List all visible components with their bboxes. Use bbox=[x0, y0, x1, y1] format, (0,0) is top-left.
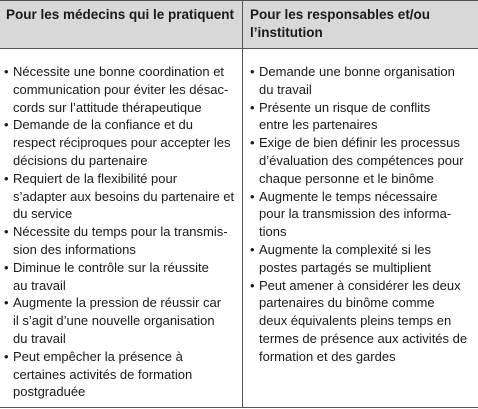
doctors-item bbox=[4, 63, 240, 116]
doctors-item bbox=[4, 170, 240, 223]
doctors-item-line: Diminue le contrôle sur la réussite bbox=[13, 259, 209, 275]
doctors-item-line: s’adapter aux besoins du partenaire et bbox=[13, 188, 235, 204]
header-institution bbox=[244, 0, 478, 48]
bullet-icon: • bbox=[250, 135, 255, 151]
bullet-icon: • bbox=[4, 259, 9, 275]
bullet-icon: • bbox=[4, 64, 9, 79]
institution-item-line: d’évaluation des compétences pour bbox=[259, 152, 464, 168]
doctors-item-line: du travail bbox=[13, 330, 66, 346]
institution-item-line: partenaires du binôme comme bbox=[259, 295, 435, 311]
institution-item-line: pour la transmission des informa- bbox=[259, 206, 452, 222]
bullet-icon: • bbox=[4, 224, 9, 240]
doctors-item-line: certaines activités de formation bbox=[13, 366, 193, 382]
institution-item-line: tions bbox=[259, 224, 287, 240]
institution-item-line: Augmente le temps nécessaire bbox=[259, 188, 438, 204]
doctors-item-line: sion des informations bbox=[13, 241, 136, 257]
doctors-item-line: Peut empêcher la présence à bbox=[13, 348, 183, 364]
top-rule bbox=[0, 0, 478, 1]
doctors-item-line: Nécessite une bonne coordination et bbox=[13, 64, 225, 79]
bottom-rule bbox=[0, 407, 478, 408]
institution-item bbox=[250, 241, 476, 277]
doctors-item-line: Demande de la confiance et du bbox=[13, 117, 193, 133]
institution-item bbox=[250, 188, 476, 241]
doctors-item bbox=[4, 223, 240, 259]
doctors-item-line: au travail bbox=[13, 277, 66, 293]
doctors-item bbox=[4, 348, 240, 401]
bullet-icon: • bbox=[4, 117, 9, 133]
institution-item-line: Peut amener à considérer les deux bbox=[259, 277, 461, 293]
doctors-item bbox=[4, 294, 240, 347]
doctors-item bbox=[4, 259, 240, 295]
doctors-item bbox=[4, 116, 240, 169]
header-doctors-line: Pour les médecins qui le pratiquent bbox=[6, 7, 235, 22]
institution-item-line: Exige de bien définir les processus bbox=[259, 135, 460, 151]
institution-item-line: Augmente la complexité si les bbox=[259, 241, 431, 257]
doctors-item-line: il s’agit d’une nouvelle organisation bbox=[13, 313, 215, 329]
header-rule bbox=[0, 48, 478, 49]
institution-item-line: entre les partenaires bbox=[259, 117, 378, 133]
doctors-item-line: Nécessite du temps pour la transmis- bbox=[13, 224, 228, 240]
institution-item-line: postes partagés se multiplient bbox=[259, 259, 431, 275]
doctors-column bbox=[4, 63, 240, 401]
institution-item-line: chaque personne et le binôme bbox=[259, 170, 434, 186]
doctors-item-line: Augmente la pression de réussir car bbox=[13, 295, 222, 311]
bullet-icon: • bbox=[4, 295, 9, 311]
bullet-icon: • bbox=[4, 348, 9, 364]
bullet-icon: • bbox=[250, 241, 255, 257]
doctors-item-line: postgraduée bbox=[13, 384, 86, 400]
doctors-item-line: du service bbox=[13, 206, 73, 222]
institution-item-line: termes de présence aux activités de bbox=[259, 330, 468, 346]
bullet-icon: • bbox=[250, 277, 255, 293]
bullet-icon: • bbox=[4, 170, 9, 186]
institution-item-line: du travail bbox=[259, 81, 312, 97]
table-header-row bbox=[0, 0, 478, 48]
doctors-item-line: cords sur l’attitude thérapeutique bbox=[13, 99, 202, 115]
bullet-icon: • bbox=[250, 188, 255, 204]
institution-item-line: deux équivalents pleins temps en bbox=[259, 313, 452, 329]
institution-item-line: formation et des gardes bbox=[259, 348, 396, 364]
doctors-item-line: respect réciproques pour accepter les bbox=[13, 135, 231, 151]
doctors-item-line: communication pour éviter les désac- bbox=[13, 81, 229, 97]
header-institution-line: l’institution bbox=[250, 25, 323, 40]
institution-item bbox=[250, 134, 476, 187]
institution-item bbox=[250, 99, 476, 135]
bullet-icon: • bbox=[250, 99, 255, 115]
doctors-item-line: Requiert de la flexibilité pour bbox=[13, 170, 178, 186]
institution-item bbox=[250, 63, 476, 99]
header-institution-line: Pour les responsables et/ou bbox=[250, 7, 431, 22]
bullet-icon: • bbox=[250, 64, 255, 79]
institution-item-line: Présente un risque de conflits bbox=[259, 99, 431, 115]
institution-column bbox=[250, 63, 476, 366]
column-divider bbox=[242, 0, 243, 408]
header-doctors bbox=[0, 0, 242, 48]
institution-item-line: Demande une bonne organisation bbox=[259, 64, 455, 79]
institution-item bbox=[250, 277, 476, 366]
doctors-item-line: décisions du partenaire bbox=[13, 152, 148, 168]
